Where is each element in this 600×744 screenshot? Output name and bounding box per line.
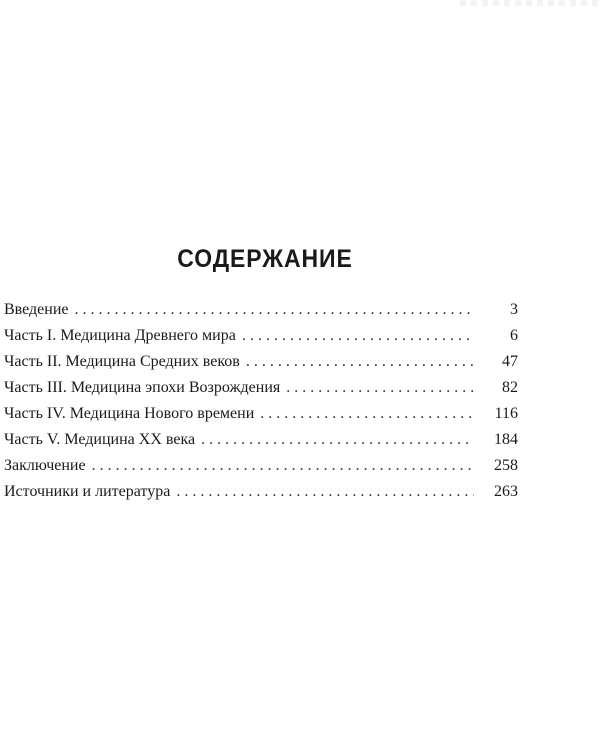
toc-entry	[4, 349, 518, 375]
dot-leader	[286, 375, 474, 401]
dot-leader	[176, 479, 474, 505]
toc-entry	[4, 375, 518, 401]
dot-leader	[260, 401, 474, 427]
toc-entry-page: 3	[510, 301, 518, 318]
dot-leader	[242, 323, 474, 349]
toc-heading: СОДЕРЖАНИЕ	[177, 245, 353, 273]
toc-entry-title: Заключение	[4, 457, 86, 474]
toc-entry-page: 82	[502, 379, 518, 396]
table-of-contents	[4, 297, 518, 505]
toc-entry-title: Часть V. Медицина XX века	[4, 431, 196, 448]
toc-entry-title: Часть III. Медицина эпохи Возрождения	[4, 379, 281, 396]
toc-entry-title: Часть IV. Медицина Нового времени	[4, 405, 255, 422]
toc-entry-page: 258	[494, 457, 518, 474]
toc-entry-page: 116	[494, 405, 518, 422]
toc-entry-title: Часть II. Медицина Средних веков	[4, 353, 240, 370]
toc-entry-page: 6	[510, 327, 518, 344]
dot-leader	[246, 349, 474, 375]
scan-artifact	[460, 0, 600, 6]
toc-entry	[4, 479, 518, 505]
toc-entry	[4, 453, 518, 479]
toc-entry	[4, 323, 518, 349]
dot-leader	[201, 427, 474, 453]
toc-entry-title: Введение	[4, 301, 69, 318]
dot-leader	[92, 453, 474, 479]
toc-entry	[4, 297, 518, 323]
toc-entry	[4, 427, 518, 453]
toc-entry	[4, 401, 518, 427]
dot-leader	[75, 297, 475, 323]
toc-entry-page: 263	[494, 483, 518, 500]
toc-entry-title: Часть I. Медицина Древнего мира	[4, 327, 236, 344]
toc-entry-page: 47	[502, 353, 518, 370]
toc-entry-title: Источники и литература	[4, 483, 171, 500]
toc-entry-page: 184	[494, 431, 518, 448]
